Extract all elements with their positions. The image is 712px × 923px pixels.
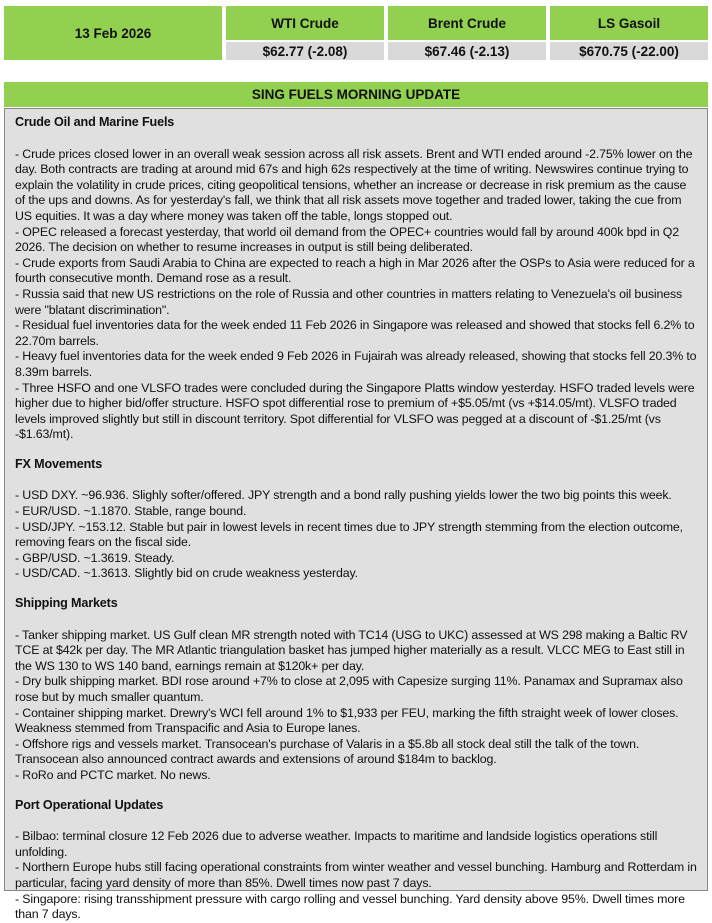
bullet-item: - Bilbao: terminal closure 12 Feb 2026 due to adverse weather. Impacts to maritime and landside logistics operations still unfolding. [15, 829, 658, 859]
section [15, 115, 697, 443]
bullet-item: - Offshore rigs and vessels market. Transocean's purchase of Valaris in a $5.8b all stock deal still the talk of the town. Transocean also announced contract awards and extensions of around $184m to backlog. [15, 736, 640, 767]
bullet-item: - Container shipping market. Drewry's WCI fell around 1% to $1,933 per FEU, marking the fifth straight week of lower closes. Weakness stemmed from Transpacific and Asia to Europe lanes. [15, 705, 679, 736]
update-title: SING FUELS MORNING UPDATE [4, 82, 708, 107]
section [15, 798, 697, 923]
price-header [4, 6, 708, 60]
section-heading: Crude Oil and Marine Fuels [15, 115, 175, 129]
bullet-item: - Three HSFO and one VLSFO trades were concluded during the Singapore Platts window yesterday. HSFO traded levels were higher due to higher bid/offer structure. HSFO spot differential rose to premium of +$5.05/mt (vs +$14.05/mt). VLSFO traded levels improved slightly but still in discount territory. Spot differential for VLSFO was pegged at a discount of -$1.25/mt (vs -$1.63/mt). [15, 380, 695, 442]
morning-update [4, 82, 708, 922]
bullet-item: - USD DXY. ~96.936. Slighly softer/offered. JPY strength and a bond rally pushing yields lower the two big points this week. [15, 488, 672, 503]
bullet-item: - USD/CAD. ~1.3613. Slightly bid on crude weakness yesterday. [15, 566, 358, 581]
price-name: Brent Crude [388, 6, 546, 40]
section-heading: Shipping Markets [15, 596, 118, 611]
bullet-item: - Residual fuel inventories data for the week ended 11 Feb 2026 in Singapore was released and showed that stocks fell 6.2% to 22.70m barrels. [15, 318, 695, 348]
bullet-item: - Tanker shipping market. US Gulf clean MR strength noted with TC14 (USG to UKC) assessed at WS 298 making a Baltic RV TCE at $42k per day. The MR Atlantic triangulation basket has jumped higher materially as a result. VLCC MEG to East still in the WS 130 to WS 140 band, earnings remain at $120k+ per day. [15, 627, 688, 673]
bullet-item: - Crude prices closed lower in an overall weak session across all risk assets. Brent and WTI ended around -2.75% lower on the day. Both contracts are trading at around mid 67s and high 62s respectively at the time of writing. Newswires continue trying to explain the volatility in crude prices, citing geopolitical tensions, whether an increase or decrease in risk premium as the cause of the ups and downs. As for yesterday's fall, we think that all risk assets move together and traded lower, taking the cue from US equities. It was a day where money was taken off the table, longs stopped out. [15, 146, 693, 223]
section-heading: Port Operational Updates [15, 797, 164, 812]
price-wti [226, 6, 384, 60]
report-date: 13 Feb 2026 [4, 6, 222, 60]
bullet-item: - OPEC released a forecast yesterday, that world oil demand from the OPEC+ countries would fall by around 400k bpd in Q2 2026. The decision on whether to resume increases in output is still being deliberated. [15, 224, 679, 255]
bullet-item: - USD/JPY. ~153.12. Stable but pair in lowest levels in recent times due to JPY strength stemming from the election outcome, removing fears on the fiscal side. [15, 519, 683, 550]
bullet-item: - Dry bulk shipping market. BDI rose around +7% to close at 2,095 with Capesize surging 11%. Panamax and Supramax also rose but by much smaller quantum. [15, 674, 683, 704]
price-value: $62.77 (-2.08) [226, 42, 384, 60]
price-name: LS Gasoil [550, 6, 708, 40]
section [15, 457, 697, 582]
bullet-item: - Heavy fuel inventories data for the week ended 9 Feb 2026 in Fujairah was already released, showing that stocks fell 20.3% to 8.39m barrels. [15, 349, 697, 379]
section-heading: FX Movements [15, 456, 103, 471]
bullet-item: - Northern Europe hubs still facing operational constraints from winter weather and vessel bunching. Hamburg and Rotterdam in particular, facing yard density of more than 85%. Dwell times now past 7 days. [15, 860, 697, 890]
bullet-item: - GBP/USD. ~1.3619. Steady. [15, 550, 175, 565]
bullet-item: - Russia said that new US restrictions on the role of Russia and other countries in matters relating to Venezuela's oil business were "blatant discrimination". [15, 286, 683, 317]
price-value: $67.46 (-2.13) [388, 42, 546, 60]
update-body [4, 108, 708, 922]
price-gasoil [550, 6, 708, 60]
price-name: WTI Crude [226, 6, 384, 40]
price-value: $670.75 (-22.00) [550, 42, 708, 60]
section [15, 596, 697, 784]
bullet-item: - Crude exports from Saudi Arabia to China are expected to reach a high in Mar 2026 after the OSPs to Asia were reduced for a fourth consecutive month. Demand rose as a result. [15, 255, 695, 286]
bullet-item: - Singapore: rising transshipment pressure with cargo rolling and vessel bunching. Yard density above 95%. Dwell times more than 7 days. [15, 891, 685, 922]
bullet-item: - RoRo and PCTC market. No news. [15, 767, 211, 782]
price-brent [388, 6, 546, 60]
bullet-item: - EUR/USD. ~1.1870. Stable, range bound. [15, 504, 247, 519]
